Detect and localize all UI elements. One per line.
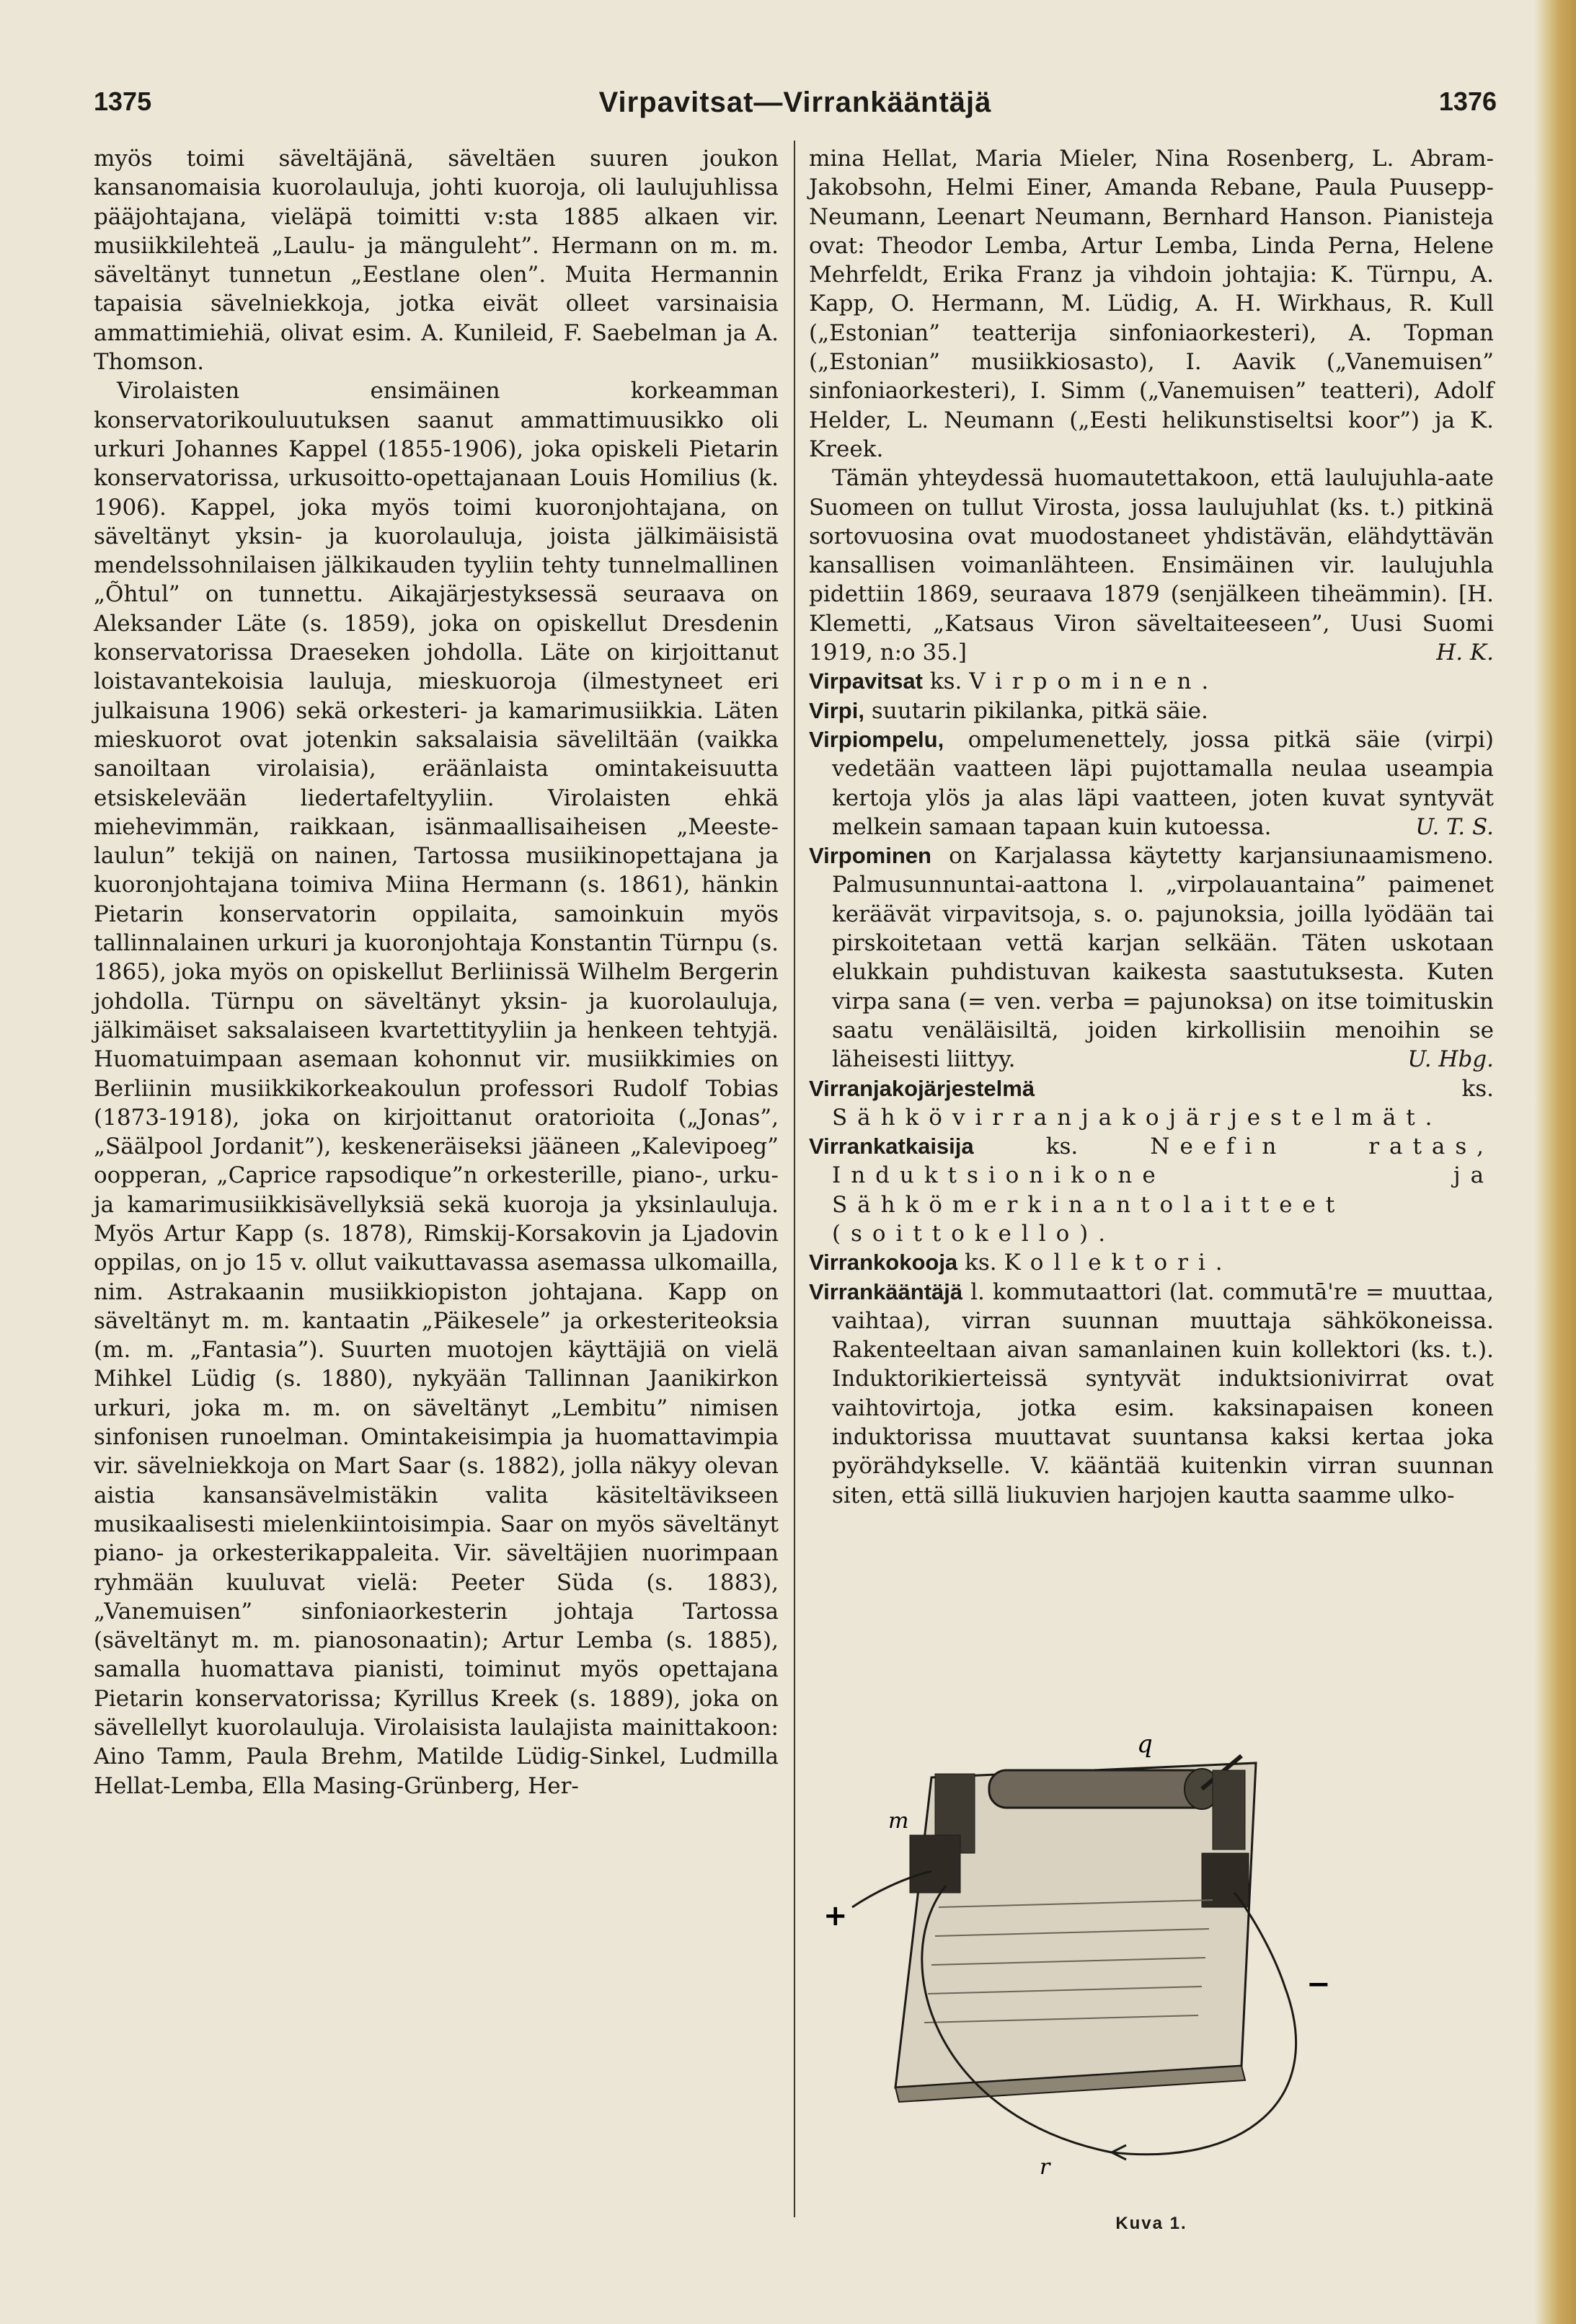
commutator-figure xyxy=(809,1727,1494,2246)
dictionary-entry xyxy=(809,1278,1494,1510)
entry-body: on Karjalassa käytetty karjansiunaamismeno. Palmusunnuntai-aattona l. „virpolauantaina” paimenet keräävät virpavitsoja, s. o. pajunoksia, joilla lyödään tai pirskoitetaan vettä karjan selkään. Täten uskotaan elukkain puhdistuvan kaikesta saastutuksesta. Kuten virpa sana (= ven. verba = pajunoksa) on itse toimituskin saatu venäläisiltä, joiden kirkollisiin menoihin se läheisesti liittyy. xyxy=(832,843,1494,1073)
left-column xyxy=(94,144,779,2235)
entry-cross-reference[interactable]: Neefin ratas, Induktsionikone ja Sähkömerkinantolaitteet (soittokello). xyxy=(832,1134,1494,1247)
label-minus: − xyxy=(1306,1968,1331,2001)
page-header xyxy=(94,87,1497,130)
entry-cross-reference[interactable]: Sähkövirranjakojärjestelmät. xyxy=(832,1104,1443,1131)
label-r: r xyxy=(1040,2155,1050,2180)
entry-signature: U. T. S. xyxy=(1415,813,1494,840)
right-terminal-block xyxy=(1202,1853,1249,1907)
running-title: Virpavitsat—Virrankääntäjä xyxy=(598,87,992,118)
entry-body: ks. xyxy=(929,668,970,695)
dictionary-entry xyxy=(809,1248,1494,1277)
entry-headword: Virrankokooja xyxy=(809,1250,958,1276)
dictionary-entry xyxy=(809,725,1494,841)
column-divider xyxy=(794,141,795,2217)
entry-body: ks. xyxy=(1461,1075,1494,1102)
left-paragraph-2: Virolaisten ensimäinen korkeamman konservatorikouluutuksen saanut ammattimuusikko oli urkuri Johannes Kappel (1855-1906), joka opiskeli Pietarin konservatorissa, urkusoitto-opettajanaan Louis Homilius (k. 1906). Kappel, joka myös toimi kuoronjohtajana, on säveltänyt yksin- ja kuorolauluja, joista jälkimäisistä mendelssohnilaisen jälkikauden tyyliin tehty tunnelmallinen „Õhtul” on tunnettu. Aikajärjestyksessä seuraava on Aleksander Läte (s. 1859), joka on opiskellut Dresdenin konservatorissa Draeseken johdolla. Läte on kirjoittanut loistavantekoisia lauluja, mieskuoroja (ilmestyneet eri julkaisuna 1906) sekä orkesteri- ja kamarimusiikkia. Läten mieskuorot ovat jotenkin saksalaisia säveliltään (vaikka sanoiltaan virolaisia), eräänlaista omintakeisuutta etsiskelevään liedertafeltyyliin. Virolaisten ehkä miehevimmän, raikkaan, isänmaallisaiheisen „Meeste-laulun” tekijä on nainen, Tartossa musiikinopettajana ja kuoronjohtajana toimiva Miina Hermann (s. 1861), hänkin Pietarin konservatorin oppilaita, samoinkuin myös tallinnalainen urkuri ja kuoronjohtaja Konstantin Türnpu (s. 1865), joka myös on opiskellut Berliinissä Wilhelm Bergerin johdolla. Türnpu on säveltänyt yksin- ja kuorolauluja, jälkimäiset saksalaiseen kvartettityyliin ja henkeen tehtyjä. Huomatuimpaan asemaan kohonnut vir. musiikkimies on Berliinin musiikkikorkeakoulun professori Rudolf Tobias (1873-1918), joka on kirjoittanut oratorioita („Jonas”, „Säälpool Jordanit”), keskeneräiseksi jääneen „Kalevipoeg” oopperan, „Caprice rapsodique”n orkesterille, piano-, urku- ja kamarimusiikkisävellyksiä sekä kuoroja ja yksinlauluja. Myös Artur Kapp (s. 1878), Rimskij-Korsakovin ja Ljadovin oppilas, on jo 15 v. ollut vaikuttavassa asemassa ulkomailla, nim. Astrakaanin musiikkiopiston johtajana. Kapp on säveltänyt m. m. kantaatin „Päikesele” ja orkesteriteoksia (m. m. „Fantasia”). Suurten muotojen käyttäjiä on vielä Mihkel Lüdig (s. 1880), nykyään Tallinnan Jaanikirkon urkuri, joka m. m. on säveltänyt „Lembitu” nimisen sinfonisen runoelman. Omintakeisimpia ja huomattavimpia vir. sävelniekkoja on Mart Saar (s. 1882), jolla näkyy olevan aistia kansansävelmistäkin valita käsiteltävikseen musikaalisesti mielenkiintoisimpia. Saar on myös säveltänyt piano- ja orkesterikappaleita. Vir. säveltäjien nuorimpaan ryhmään kuuluvat vielä: Peeter Süda (s. 1883), „Vanemuisen” sinfoniaorkesterin johtaja Tartossa (säveltänyt m. m. pianosonaatin); Artur Lemba (s. 1885), samalla huomattava pianisti, toiminut myös opettajana Pietarin konservatorissa; Kyrillus Kreek (s. 1889), joka on sävellellyt kuorolauluja. Virolaisista laulajista mainittakoon: Aino Tamm, Paula Brehm, Matilde Lüdig-Sinkel, Ludmilla Hellat-Lemba, Ella Masing-Grünberg, Her- xyxy=(94,378,779,1799)
page-number-left: 1375 xyxy=(94,87,152,116)
right-continuation: mina Hellat, Maria Mieler, Nina Rosenberg, L. Abram-Jakobsohn, Helmi Einer, Amanda Rebane, Paula Puusepp-Neumann, Leenart Neumann, Bernhard Hanson. Pianisteja ovat: Theodor Lemba, Artur Lemba, Linda Perna, Helene Mehrfeldt, Erika Franz ja vihdoin johtajia: K. Türnpu, A. Kapp, O. Hermann, M. Lüdig, A. H. Wirkhaus, R. Kull („Estonian” teatterija sinfoniaorkesteri), A. Topman („Estonian” musiikkiosasto), I. Aavik („Vanemuisen” sinfoniaorkesteri), I. Simm („Vanemuisen” teatteri), Adolf Helder, L. Neumann („Eesti helikunstiseltsi koor”) ja K. Kreek. xyxy=(809,146,1494,462)
label-plus: + xyxy=(823,1899,848,1932)
dictionary-entry xyxy=(809,697,1494,725)
entry-body: ks. xyxy=(1045,1134,1151,1160)
entry-body: ompelumenettely, jossa pitkä säie (virpi) vedetään vaatteen läpi pujottamalla neulaa useampia kertoja ylös ja alas läpi vaatteen, joten kuvat syntyvät melkein samaan tapaan kuin kutoessa. xyxy=(832,726,1494,840)
entry-signature: U. Hbg. xyxy=(1407,1046,1494,1073)
page-edge xyxy=(1534,0,1576,2324)
dictionary-entry xyxy=(809,1074,1494,1133)
label-m: m xyxy=(888,1808,909,1834)
left-terminal-block xyxy=(910,1835,960,1893)
note-signature: H. K. xyxy=(1436,640,1494,666)
dictionary-entry xyxy=(809,667,1494,696)
entry-body: suutarin pikilanka, pitkä säie. xyxy=(871,697,1208,724)
entry-headword: Virrankääntäjä xyxy=(809,1278,963,1304)
right-support xyxy=(1213,1770,1245,1850)
dictionary-entry xyxy=(809,841,1494,1074)
entry-headword: Virpiompelu, xyxy=(809,726,944,752)
laulujuhla-note xyxy=(809,464,1494,667)
entry-cross-reference[interactable]: Virpominen. xyxy=(969,668,1219,695)
dictionary-entry xyxy=(809,1132,1494,1248)
entry-headword: Virranjakojärjestelmä xyxy=(809,1075,1035,1101)
entry-headword: Virrankatkaisija xyxy=(809,1134,974,1159)
entry-headword: Virpi, xyxy=(809,697,864,723)
entry-cross-reference[interactable]: Kollektori. xyxy=(1004,1250,1233,1276)
page-number-right: 1376 xyxy=(1438,87,1497,116)
commutator-illustration xyxy=(809,1727,1494,2217)
dictionary-entries xyxy=(809,667,1494,1510)
right-column xyxy=(809,144,1494,1510)
entry-headword: Virpominen xyxy=(809,843,931,869)
figure-caption: Kuva 1. xyxy=(1115,2214,1187,2233)
left-paragraph-1: myös toimi säveltäjänä, säveltäen suuren joukon kansanomaisia kuorolauluja, johti kuoroja, oli laulujuhlissa pääjohtajana, vieläpä toimitti v:sta 1885 alkaen vir. musiikkilehteä „Laulu- ja mänguleht”. Hermann on m. m. säveltänyt tunnetun „Eestlane olen”. Muita Hermannin tapaisia sävelniekkoja, jotka eivät olleet varsinaisia ammattimiehiä, olivat esim. A. Kunileid, F. Saebelman ja A. Thomson. xyxy=(94,146,779,376)
label-q: q xyxy=(1137,1730,1153,1759)
commutator-cylinder xyxy=(989,1770,1213,1808)
entry-body: l. kommutaattori (lat. commutā're = muuttaa, vaihtaa), virran suunnan muuttaja sähkökoneissa. Rakenteeltaan aivan samanlainen kuin kollektori (ks. t.). Induktorikierteissä syntyvät induktsionivirrat ovat vaihtovirtoja, jotka esim. kaksinapaisen koneen induktorissa muuttavat suuntansa kaksi kertaa joka pyörähdykselle. V. kääntää kuitenkin virran suunnan siten, että sillä liukuvien harjojen kautta saamme ulko- xyxy=(832,1278,1494,1508)
entry-headword: Virpavitsat xyxy=(809,668,923,694)
laulujuhla-note-text: Tämän yhteydessä huomautettakoon, että laulujuhla-aate Suomeen on tullut Virosta, jossa laulujuhlat (ks. t.) pitkinä sortovuosina ovat muodostaneet yhdistävän, elähdyttävän kansallisen voimanlähteen. Ensimäinen vir. laulujuhla pidettiin 1869, seuraava 1879 (senjälkeen tiheämmin). [H. Klemetti, „Katsaus Viron säveltaiteeseen”, Uusi Suomi 1919, n:o 35.] xyxy=(809,465,1494,666)
entry-body: ks. xyxy=(965,1250,1004,1276)
